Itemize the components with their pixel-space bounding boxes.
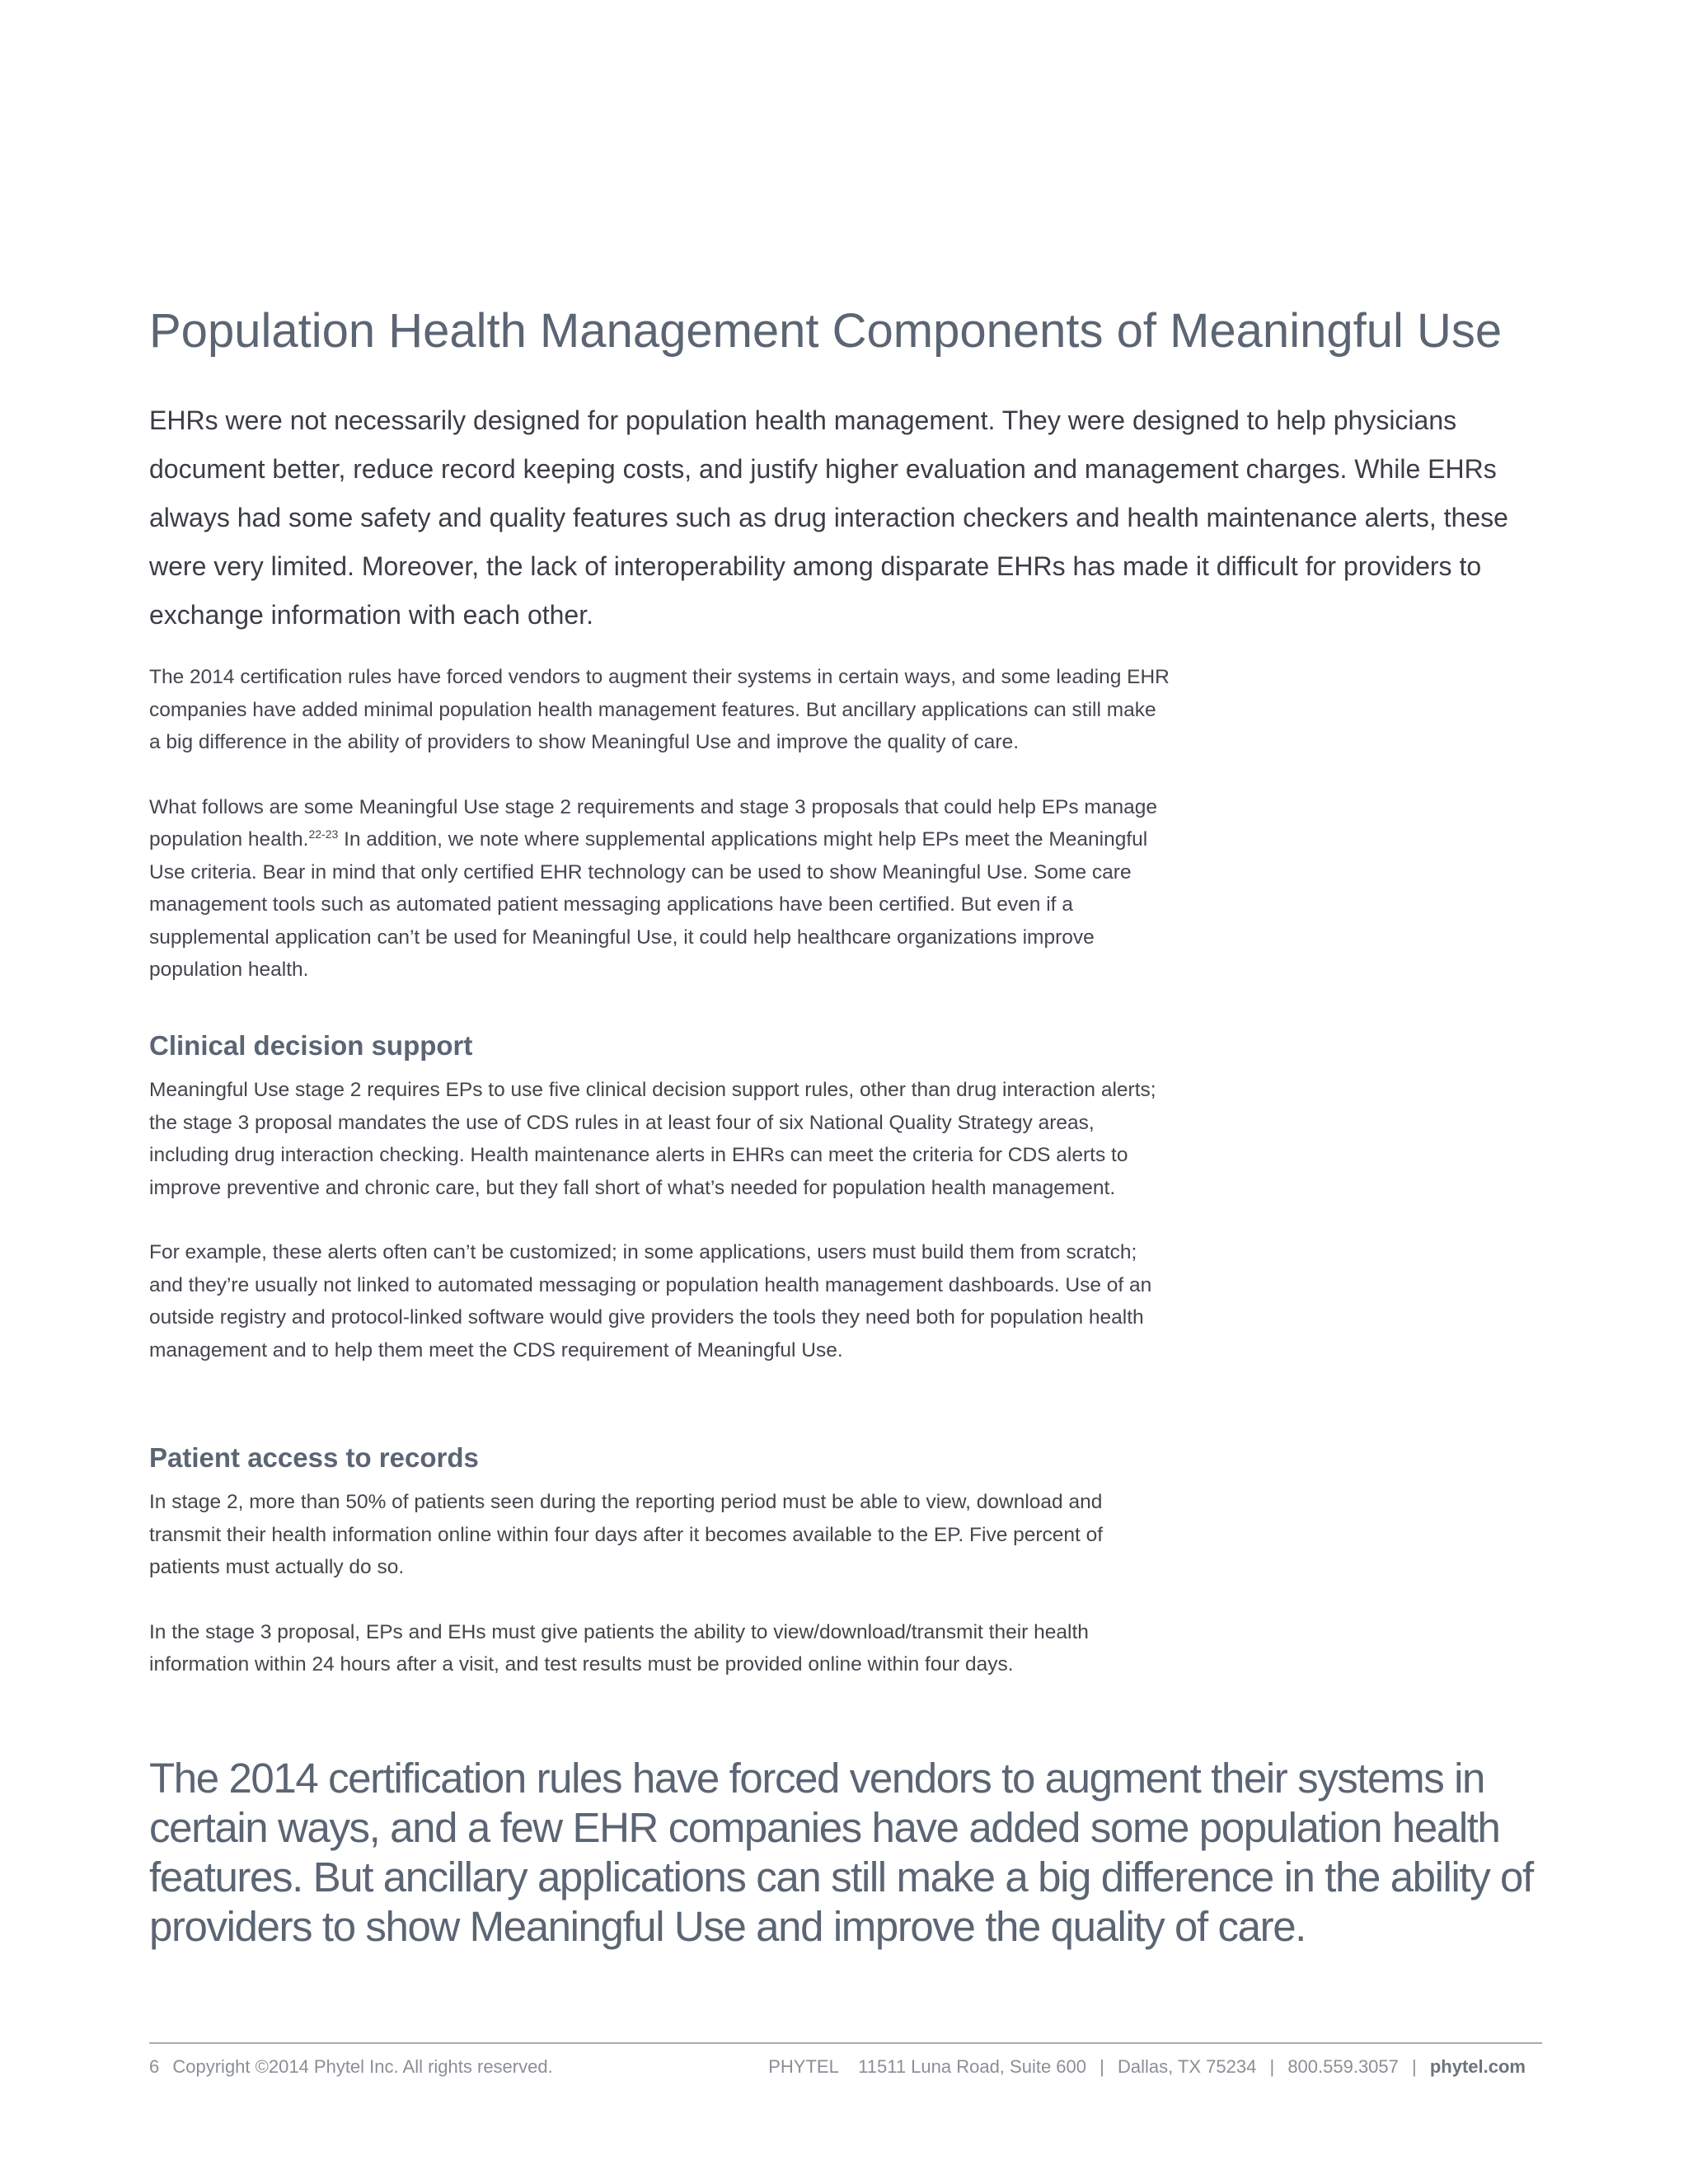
body-paragraph-certification: The 2014 certification rules have forced vendors to augment their systems in certain ways, and some leading EHR companies have added minimal population health management features. But ancillary applications can still make a big difference in the ability of providers to show Meaningful Use and improve the quality of care. bbox=[149, 666, 1170, 753]
page-number: 6 bbox=[149, 2056, 160, 2077]
requirements-text-after-ref: In addition, we note where supplemental applications might help EPs meet the Meaningful Use criteria. Bear in mind that only certified EHR technology can be used to show Meaningful Use. Some care management tools such as automated patient messaging applications have been certified. But even if a supplemental application can’t be used for Meaningful Use, it could help healthcare organizations improve population health. bbox=[149, 828, 1148, 981]
access-paragraph-2: In the stage 3 proposal, EPs and EHs must give patients the ability to view/download/transmit their health information within 24 hours after a visit, and test results must be provided online within four days. bbox=[149, 1620, 1089, 1675]
footer-separator: | bbox=[1100, 2056, 1104, 2077]
body-paragraph-requirements bbox=[149, 791, 1171, 987]
footer-separator: | bbox=[1269, 2056, 1275, 2077]
document-page bbox=[149, 0, 1542, 2184]
company-phone: 800.559.3057 bbox=[1287, 2056, 1399, 2077]
footer-separator: | bbox=[1412, 2056, 1417, 2077]
intro-paragraph: EHRs were not necessarily designed for population health management. They were designed to help physicians document better, reduce record keeping costs, and justify higher evaluation and management charges. While EHRs always had some safety and quality features such as drug interaction checkers and health maintenance alerts, these were very limited. Moreover, the lack of interoperability among disparate EHRs has made it difficult for providers to exchange information with each other. bbox=[149, 405, 1508, 630]
section-heading-cds: Clinical decision support bbox=[149, 1030, 473, 1061]
section-patient-access bbox=[149, 1441, 1171, 1681]
cds-paragraph-2: For example, these alerts often can’t be customized; in some applications, users must build them from scratch; and they’re usually not linked to automated messaging or population health management dashboards. Use of an outside registry and protocol-linked software would give providers the tools they need both for population health management and to help them meet the CDS requirement of Meaningful Use. bbox=[149, 1241, 1152, 1361]
company-city: Dallas, TX 75234 bbox=[1117, 2056, 1257, 2077]
page-title: Population Health Management Components of Meaningful Use bbox=[149, 304, 1503, 358]
footnote-reference: 22-23 bbox=[308, 827, 339, 841]
cds-paragraph-1: Meaningful Use stage 2 requires EPs to use five clinical decision support rules, other than drug interaction alerts; the stage 3 proposal mandates the use of CDS rules in at least four of six National Quality Strategy areas, including drug interaction checking. Health maintenance alerts in EHRs can meet the criteria for CDS alerts to improve preventive and chronic care, but they fall short of what’s needed for population health management. bbox=[149, 1079, 1156, 1199]
body-column-intro bbox=[149, 661, 1171, 987]
footer-contact bbox=[768, 2055, 1526, 2079]
requirements-text-before-ref: What follows are some Meaningful Use stage 2 requirements and stage 3 proposals that could help EPs manage population health. bbox=[149, 795, 1157, 851]
copyright-text: Copyright ©2014 Phytel Inc. All rights reserved. bbox=[172, 2056, 553, 2077]
section-heading-patient-access: Patient access to records bbox=[149, 1442, 479, 1473]
company-address: 11511 Luna Road, Suite 600 bbox=[858, 2056, 1086, 2077]
pull-quote: The 2014 certification rules have forced vendors to augment their systems in certain ways, and a few EHR companies have added some population health features. But ancillary applications can still make a big difference in the ability of providers to show Meaningful Use and improve the quality of care. bbox=[149, 1755, 1533, 1950]
company-name: PHYTEL bbox=[768, 2056, 839, 2077]
footer-divider bbox=[149, 2042, 1542, 2044]
page-footer bbox=[149, 2055, 1526, 2079]
section-clinical-decision-support bbox=[149, 1029, 1171, 1366]
website-link[interactable]: phytel.com bbox=[1429, 2056, 1526, 2077]
footer-left bbox=[149, 2055, 553, 2079]
access-paragraph-1: In stage 2, more than 50% of patients seen during the reporting period must be able to view, download and transmit their health information online within four days after it becomes available to the EP. Five percent of patients must actually do so. bbox=[149, 1491, 1104, 1578]
